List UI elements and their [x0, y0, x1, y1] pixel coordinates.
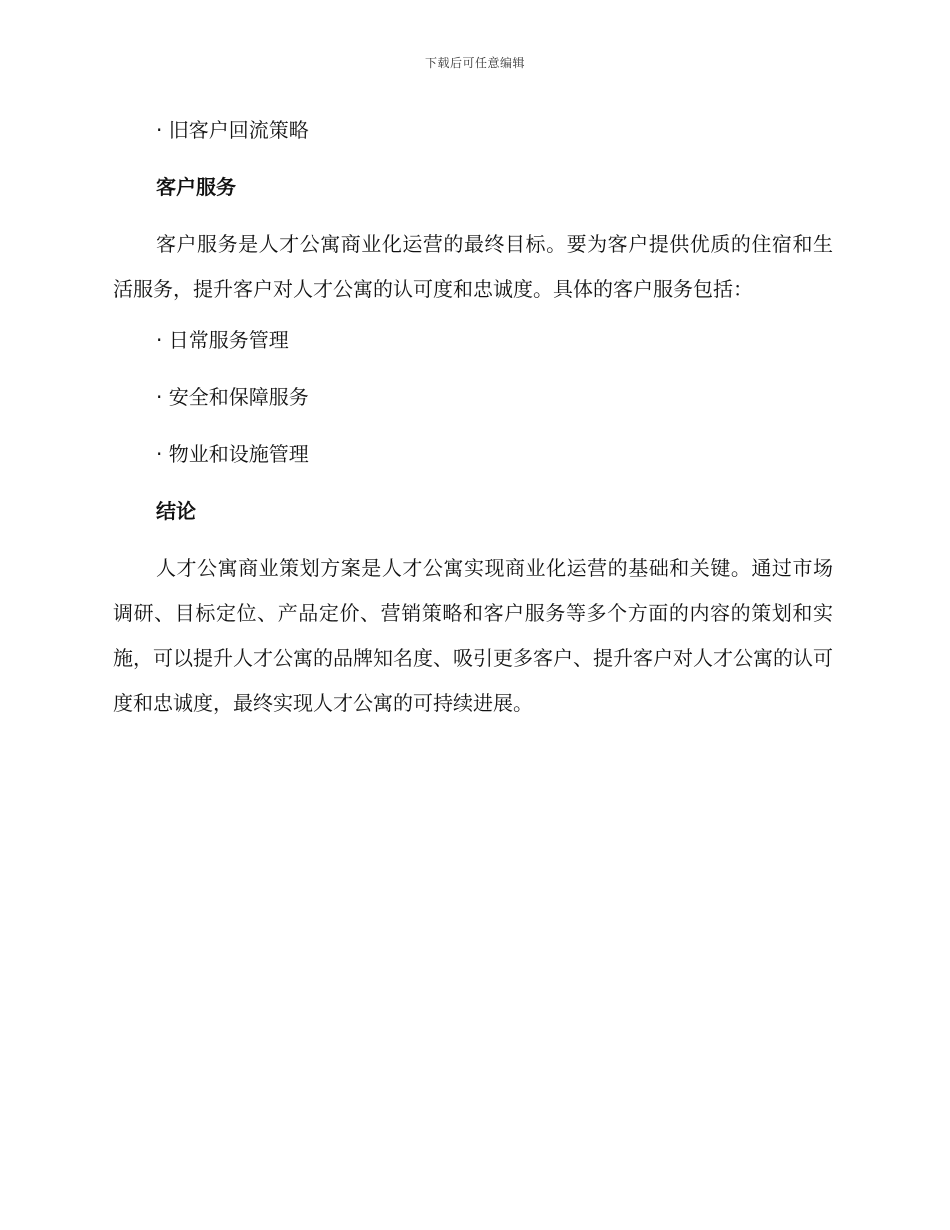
paragraph-customer-service: 客户服务是人才公寓商业化运营的最终目标。要为客户提供优质的住宿和生活服务，提升客户对人才公寓的认可度和忠诚度。具体的客户服务包括： [113, 232, 833, 301]
section-heading-customer-service: 客户服务 [156, 175, 236, 199]
section-heading-conclusion: 结论 [156, 499, 196, 524]
header-note: 下载后可任意编辑 [424, 56, 525, 70]
bullet-item-security-service: · 安全和保障服务 [156, 385, 309, 410]
bullet-item-returning-customers: · 旧客户回流策略 [156, 118, 309, 142]
bullet-item-property-management: · 物业和设施管理 [156, 442, 309, 467]
paragraph-conclusion: 人才公寓商业策划方案是人才公寓实现商业化运营的基础和关键。通过市场调研、目标定位、产品定价、营销策略和客户服务等多个方面的内容的策划和实施，可以提升人才公寓的品牌知名度、吸引更多客户、提升客户对人才公寓的认可度和忠诚度，最终实现人才公寓的可持续进展。 [113, 556, 833, 715]
bullet-item-daily-service: · 日常服务管理 [156, 328, 289, 353]
document-body [113, 113, 833, 739]
